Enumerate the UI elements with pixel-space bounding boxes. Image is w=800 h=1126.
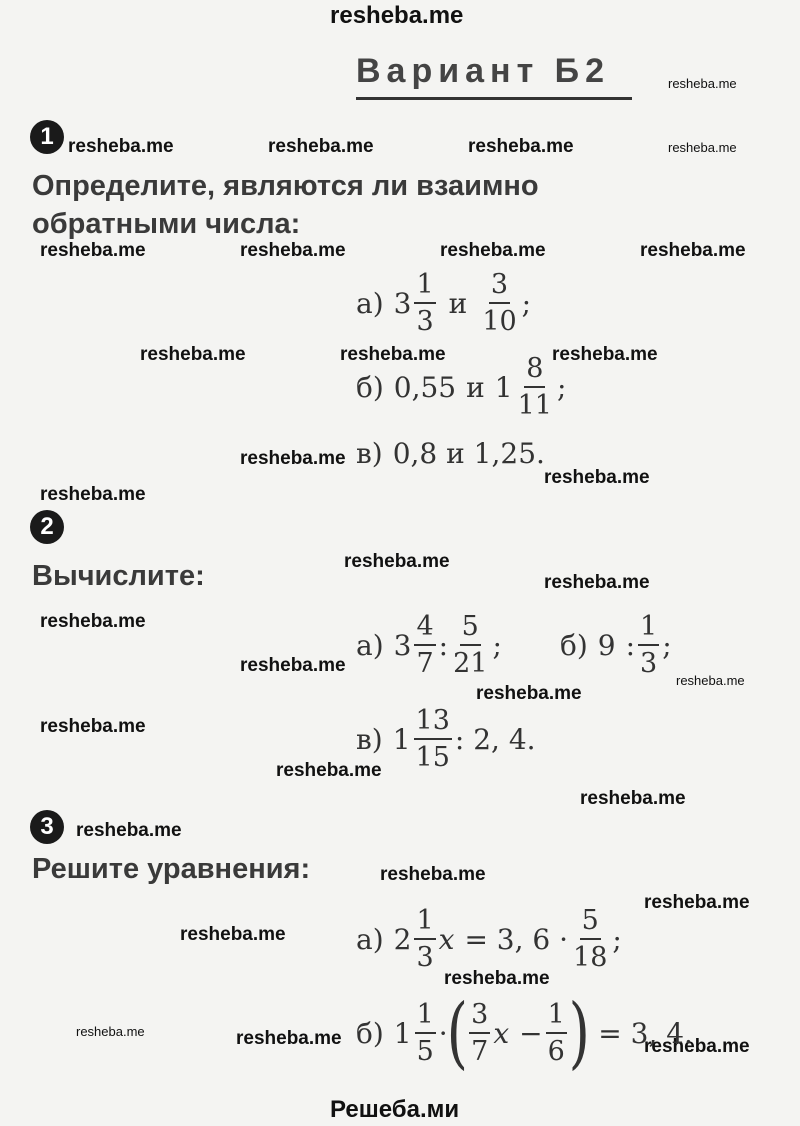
footer-label: Решеба.ми	[330, 1096, 460, 1123]
watermark: resheba.me	[380, 864, 486, 885]
problem-1-instruction-line-1: Определите, являются ли взаимно	[32, 170, 539, 202]
problem-1-c	[356, 437, 545, 470]
item-label: а)	[356, 286, 384, 320]
problem-3-a: а) 2 $\frac{1}{3}$ x = 3, 6 · $\frac{5}{18}$ ;	[356, 905, 622, 974]
watermark: resheba.me	[276, 760, 382, 781]
watermark: resheba.me	[644, 1036, 750, 1057]
watermark: resheba.me	[444, 968, 550, 989]
problem-2-c	[356, 706, 536, 772]
watermark: resheba.me	[344, 551, 450, 572]
watermark: resheba.me	[240, 240, 346, 261]
watermark: resheba.me	[76, 820, 182, 841]
watermark: resheba.me	[644, 892, 750, 913]
watermark: resheba.me	[440, 240, 546, 261]
fraction: $\frac{8}{11}$	[517, 353, 552, 422]
problem-2-instruction: Вычислите:	[32, 560, 205, 592]
watermark: resheba.me	[240, 655, 346, 676]
watermark: resheba.me	[140, 344, 246, 365]
operator: :	[625, 628, 636, 662]
watermark: resheba.me	[476, 683, 582, 704]
value: 9	[597, 628, 616, 662]
problem-3-instruction: Решите уравнения:	[32, 853, 311, 885]
problem-1-badge: 1	[30, 120, 64, 154]
whole-part: 3	[393, 286, 412, 320]
problem-3-badge: 3	[30, 810, 64, 844]
item-label: в)	[356, 722, 383, 756]
watermark: resheba.me	[40, 484, 146, 505]
problem-2-a: а) 3 $\frac{4}{7}$ : $\frac{5}{21}$ ;	[356, 611, 502, 680]
left-paren: (	[446, 988, 468, 1078]
watermark: resheba.me	[40, 716, 146, 737]
fraction: $\frac{13}{15}$	[415, 705, 450, 774]
whole-part: 3	[393, 628, 412, 662]
watermark: resheba.me	[468, 136, 574, 157]
watermark: resheba.me	[76, 1024, 145, 1039]
problem-2-b: б) 9 : $\frac{1}{3}$ ;	[560, 611, 672, 680]
conjunction: и	[466, 370, 485, 404]
watermark: resheba.me	[236, 1028, 342, 1049]
fraction: $\frac{1}{3}$	[416, 269, 434, 338]
problem-1-b: б) 0,55 и 1 $\frac{8}{11}$ ;	[356, 353, 567, 422]
decimal-value: 0,55	[393, 370, 457, 404]
variable: x	[438, 922, 455, 956]
fraction: $\frac{3}{10}$	[482, 269, 517, 338]
watermark: resheba.me	[668, 76, 737, 91]
fraction: $\frac{4}{7}$	[416, 611, 434, 680]
watermark: resheba.me	[40, 240, 146, 261]
fraction: $\frac{5}{18}$	[573, 905, 608, 974]
whole-part: 1	[392, 722, 411, 756]
watermark: resheba.me	[544, 572, 650, 593]
operator: :	[438, 628, 449, 662]
item-label: б)	[356, 1016, 384, 1050]
conjunction: и	[448, 286, 468, 320]
problem-1-a: а) 3 $\frac{1}{3}$ и $\frac{3}{10}$ ;	[356, 269, 532, 338]
fraction: $\frac{1}{3}$	[416, 905, 434, 974]
watermark: resheba.me	[544, 467, 650, 488]
problem-1-instruction-line-2: обратными числа:	[32, 208, 301, 240]
fraction: $\frac{1}{5}$	[416, 998, 434, 1067]
watermark: resheba.me	[340, 344, 446, 365]
watermark: resheba.me	[640, 240, 746, 261]
watermark: resheba.me	[580, 788, 686, 809]
watermark: resheba.me	[180, 924, 286, 945]
problem-3-b: б) 1 $\frac{1}{5}$ · ( $\frac{3}{7}$ x − $\frac{1}{6}$ ) = 3, 4.	[356, 988, 693, 1078]
item-label: в)	[356, 437, 383, 470]
watermark: resheba.me	[68, 136, 174, 157]
rest: : 2, 4.	[454, 722, 536, 756]
watermark: resheba.me	[268, 136, 374, 157]
whole-part: 2	[393, 922, 412, 956]
watermark: resheba.me	[668, 140, 737, 155]
item-label: б)	[560, 628, 588, 662]
page-title: Вариант Б2	[356, 52, 632, 100]
watermark-top: resheba.me	[330, 2, 464, 29]
whole-part: 1	[494, 370, 513, 404]
fraction: $\frac{1}{3}$	[640, 611, 658, 680]
problem-2-badge: 2	[30, 510, 64, 544]
operator: −	[519, 1016, 543, 1050]
operator: ·	[438, 1016, 448, 1050]
whole-part: 1	[393, 1016, 412, 1050]
item-label: а)	[356, 922, 384, 956]
right-paren: )	[568, 988, 590, 1078]
variable: x	[493, 1016, 510, 1050]
item-label: б)	[356, 370, 384, 404]
middle: = 3, 6 ·	[464, 922, 569, 956]
watermark: resheba.me	[676, 673, 745, 688]
item-label: а)	[356, 628, 384, 662]
item-text: 0,8 и 1,25.	[392, 437, 545, 470]
fraction: $\frac{3}{7}$	[471, 998, 489, 1067]
fraction: $\frac{1}{6}$	[547, 998, 565, 1067]
watermark: resheba.me	[40, 611, 146, 632]
watermark: resheba.me	[240, 448, 346, 469]
watermark: resheba.me	[552, 344, 658, 365]
fraction: $\frac{5}{21}$	[453, 611, 488, 680]
